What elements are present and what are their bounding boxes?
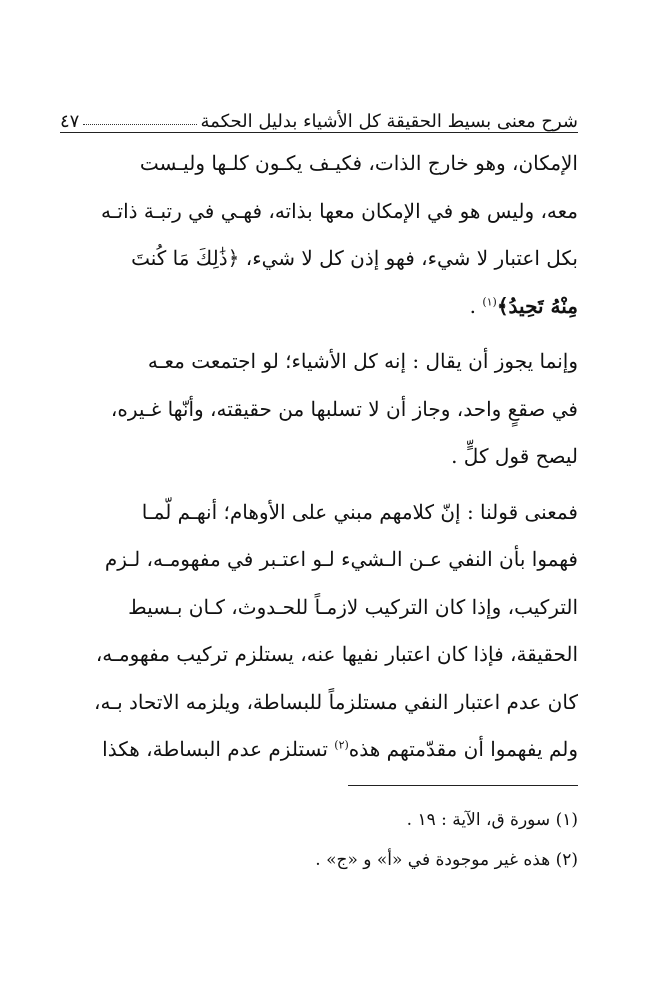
quran-verse: مِنْهُ تَحِيدُ﴾ (496, 293, 578, 318)
footnote-1: (١) سورة ق، الآية : ١٩ . (406, 810, 578, 830)
page-number: ٤٧ (60, 111, 80, 132)
text-line: معه، وليس هو في الإمكان معها بذاته، فهـي في رتبـة ذاتـه (100, 198, 578, 223)
main-text (60, 140, 578, 774)
text-line: الإمكان، وهو خارج الذات، فكيـف يكـون كلـها وليـست (139, 151, 578, 175)
footnote-ref-1[interactable]: (١) (482, 294, 497, 308)
text-line: فهموا بأن النفي عـن الـشيء لـو اعتـبر في مفهومـه، لـزم (104, 547, 578, 571)
text-line: التركيب، وإذا كان التركيب لازمـاً للحـدوث، كـان بـسيط (128, 594, 578, 619)
running-header (60, 92, 578, 133)
text-line: كان عدم اعتبار النفي مستلزماً للبساطة، ويلزمه الاتحاد بـه، (94, 689, 578, 714)
header-title: شرح معنى بسيط الحقيقة كل الأشياء بدليل الحكمة (200, 111, 578, 132)
text-line-segment: بكل اعتبار لا شيء، فهو إذن كل لا شيء، ﴿ذَٰلِكَ مَا كُنتَ (131, 246, 578, 270)
text-line: في صقعٍ واحد، وجاز أن لا تسلبها من حقيقته، وأنّها غـيره، (110, 396, 578, 421)
paragraph-gap (60, 330, 578, 338)
text-line: وإنما يجوز أن يقال : إنه كل الأشياء؛ لو اجتمعت معـه (147, 349, 578, 373)
footnote-2: (٢) هذه غير موجودة في «أ» و «ج» . (315, 850, 578, 870)
footnote-ref-2[interactable]: (٢) (334, 738, 349, 752)
header-leader-dots (83, 124, 196, 125)
text-line-tail: تستلزم عدم البساطة، هكذا (102, 737, 335, 761)
paragraph-gap (60, 481, 578, 489)
text-line (60, 726, 578, 774)
text-line (60, 283, 578, 331)
text-line: الحقيقة، فإذا كان اعتبار نفيها عنه، يستلزم تركيب مفهومـه، (95, 642, 578, 666)
text-line-head: ولم يفهموا أن مقدّمتهم هذه (348, 737, 578, 761)
text-line (60, 235, 578, 283)
footnotes (60, 800, 578, 880)
text-line-tail: . (469, 293, 483, 318)
text-line: فمعنى قولنا : إنّ كلامهم مبني على الأوهام؛ أنهـم لّمـا (141, 499, 578, 524)
footnote-separator (348, 785, 578, 786)
text-line: ليصح قول كلٍّ . (451, 444, 578, 468)
